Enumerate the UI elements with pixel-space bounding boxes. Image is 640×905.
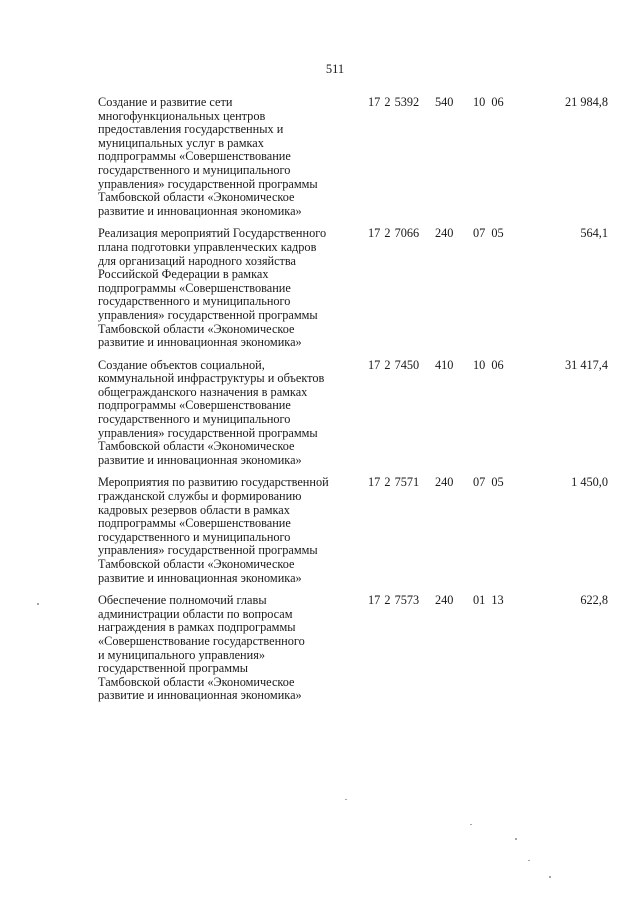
row-description: Мероприятия по развитию государственной гражданской службы и формированию кадровых резервов области в рамках подпрограммы «Совершенствование государственного и муниципального управления» государственной программы Тамбовской области «Экономическое развитие и инновационная экономика»: [98, 475, 329, 585]
target-article-code: 17 2 5392: [368, 95, 420, 109]
section-subsection-code: 10 06: [473, 95, 504, 109]
target-article-code: 17 2 7571: [368, 475, 420, 490]
expense-type-code: 240: [435, 475, 454, 490]
expense-type-code: 240: [435, 593, 454, 608]
amount-value: 1 450,0: [571, 475, 608, 490]
expense-type-code: 410: [435, 357, 454, 372]
scan-speck: [470, 824, 472, 825]
section-subsection-code: 10 06: [473, 357, 504, 372]
section-subsection-code: 07 05: [473, 475, 504, 490]
table-row: [98, 96, 608, 218]
scan-speck: [345, 799, 347, 800]
amount-value: 21 984,8: [564, 95, 608, 109]
row-description: Реализация мероприятий Государственного плана подготовки управленческих кадров для организаций народного хозяйства Российской Федерации в рамках подпрограммы «Совершенствование государственного и муниципального управления» государственной программы Тамбовской области «Экономическое развитие и инновационная экономика»: [98, 226, 327, 350]
scan-speck: [515, 838, 517, 840]
row-description: Обеспечение полномочий главы администрации области по вопросам награждения в рамках подпрограммы «Совершенствование государственного и муниципального управления» государственной программы Тамбовской области «Экономическое развитие и инновационная экономика»: [98, 593, 305, 703]
expense-type-code: 540: [435, 95, 454, 109]
page-number: 511: [325, 62, 345, 76]
scan-speck: [549, 876, 551, 878]
scan-speck: [37, 603, 39, 605]
table-row: [98, 227, 608, 349]
target-article-code: 17 2 7573: [368, 593, 420, 608]
table-row: [98, 476, 608, 585]
target-article-code: 17 2 7450: [368, 357, 420, 372]
amount-value: 31 417,4: [564, 357, 608, 372]
section-subsection-code: 07 05: [473, 226, 504, 241]
budget-table: [98, 96, 608, 703]
amount-value: 622,8: [580, 593, 608, 608]
table-row: [98, 594, 608, 703]
expense-type-code: 240: [435, 226, 454, 241]
row-description: Создание и развитие сети многофункциональных центров предоставления государственных и муниципальных услуг в рамках подпрограммы «Совершенствование государственного и муниципального управления» государственной программы Тамбовской области «Экономическое развитие и инновационная экономика»: [98, 95, 318, 218]
amount-value: 564,1: [580, 226, 608, 241]
scan-speck: [528, 860, 530, 861]
target-article-code: 17 2 7066: [368, 226, 420, 241]
row-description: Создание объектов социальной, коммунальной инфраструктуры и объектов общегражданского назначения в рамках подпрограммы «Совершенствование государственного и муниципального управления» государственной программы Тамбовской области «Экономическое развитие и инновационная экономика»: [98, 357, 325, 467]
section-subsection-code: 01 13: [473, 593, 504, 608]
table-row: [98, 359, 608, 468]
